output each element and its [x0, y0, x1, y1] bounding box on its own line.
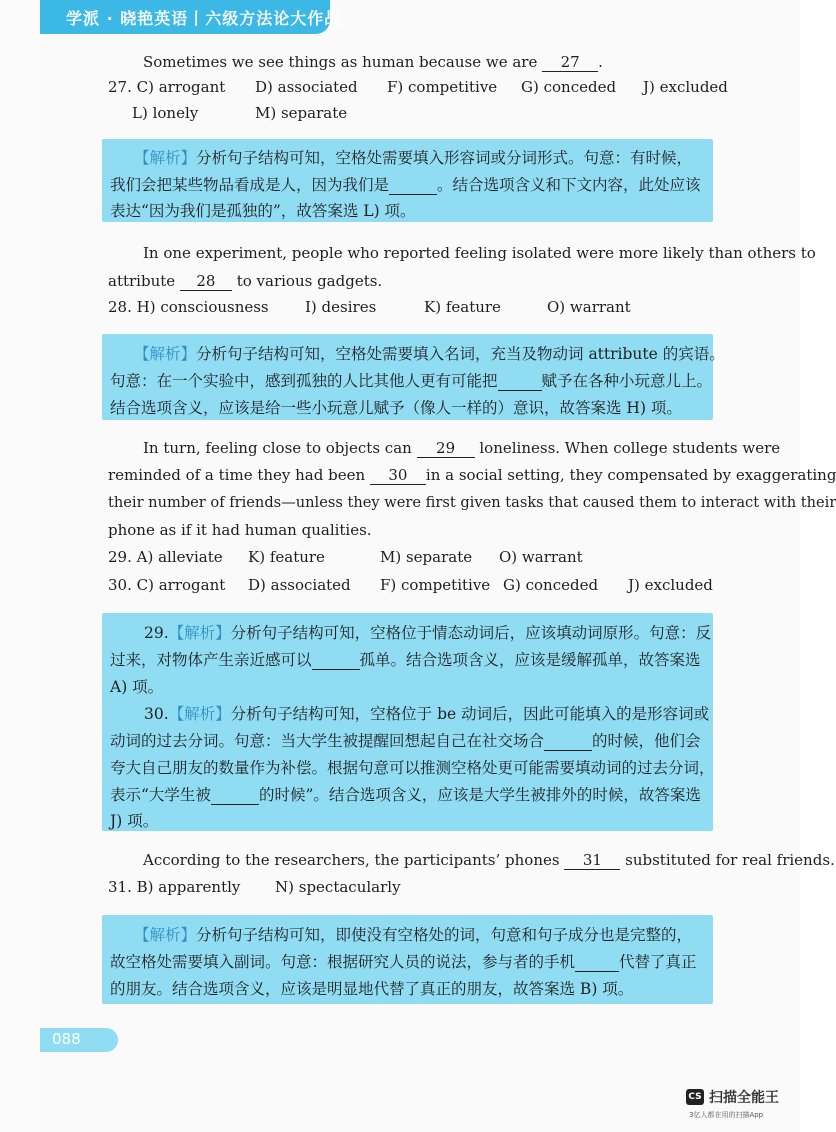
q29-analysis-line	[110, 648, 701, 670]
q28-analysis-text: 分析句子结构可知，空格处需要填入名词，充当及物动词 attribute 的宾语。	[196, 345, 725, 363]
q27-sentence-pre: Sometimes we see things as human because we are	[143, 53, 538, 71]
q28-analysis-line	[110, 369, 712, 391]
analysis-num: 29.	[144, 624, 169, 642]
q27-option: D) associated	[255, 78, 358, 96]
q30-analysis-text: 分析句子结构可知，空格位于 be 动词后，因此可能填入的是形容词或	[230, 705, 710, 723]
page-margin	[0, 0, 40, 1132]
q28-blank: 28	[180, 273, 232, 291]
q30-analysis-line: J) 项。	[110, 812, 159, 830]
answer-blank	[575, 953, 619, 972]
q27-option: 27. C) arrogant	[108, 78, 226, 96]
q28-option: O) warrant	[547, 298, 631, 316]
q30-option: D) associated	[248, 576, 351, 594]
analysis-tag: 【解析】	[134, 926, 197, 944]
q29-line1	[143, 438, 780, 458]
scanner-name: 扫描全能王	[709, 1090, 779, 1106]
q31-analysis-text: 分析句子结构可知，即使没有空格处的词，句意和句子成分也是完整的，	[196, 926, 693, 944]
q31-option: N) spectacularly	[275, 878, 401, 896]
q31-analysis-line	[134, 923, 692, 945]
q29-line1-pre: In turn, feeling close to objects can	[143, 439, 412, 457]
q30-option: F) competitive	[380, 576, 491, 594]
q29-option: K) feature	[248, 548, 325, 566]
q28-analysis-line	[134, 342, 725, 364]
q31-analysis-line	[110, 950, 697, 972]
answer-blank	[544, 732, 592, 751]
q28-option: 28. H) consciousness	[108, 298, 269, 316]
q30-line2-pre: reminded of a time they had been	[108, 466, 366, 484]
q27-option: F) competitive	[387, 78, 498, 96]
q29-analysis-line	[144, 621, 711, 643]
q27-analysis-line: 表达“因为我们是孤独的”，故答案选 L) 项。	[110, 202, 416, 220]
q31-analysis-text: 故空格处需要填入副词。句意：根据研究人员的说法，参与者的手机	[110, 953, 576, 971]
q28-line1: In one experiment, people who reported feeling isolated were more likely than others to	[143, 244, 816, 262]
answer-blank	[389, 176, 437, 195]
q30-option: 30. C) arrogant	[108, 576, 226, 594]
q27-analysis-line	[134, 146, 692, 168]
q27-blank: 27	[542, 54, 598, 72]
q31-sentence-post: substituted for real friends.	[625, 851, 835, 869]
q28-analysis-box	[102, 334, 725, 420]
q27-option: J) excluded	[643, 78, 728, 96]
analysis-tag: 【解析】	[168, 624, 231, 642]
q30-line2-post: in a social setting, they compensated by exaggerating	[425, 466, 836, 484]
q27-analysis-box	[102, 139, 713, 222]
q27-sentence	[143, 52, 603, 72]
page-number: 088	[52, 1030, 81, 1048]
q31-analysis-box	[102, 915, 713, 1004]
q29-blank: 29	[417, 440, 475, 458]
q28-analysis-line: 结合选项含义，应该是给一些小玩意儿赋予（像人一样的）意识，故答案选 H) 项。	[110, 399, 682, 417]
analysis-num: 30.	[144, 705, 169, 723]
q31-option: 31. B) apparently	[108, 878, 241, 896]
q27-analysis-text: 分析句子结构可知，空格处需要填入形容词或分词形式。句意：有时候，	[196, 149, 693, 167]
q27-option: G) conceded	[521, 78, 617, 96]
q30-analysis-text: 表示“大学生被	[110, 786, 211, 804]
q29-analysis-line: A) 项。	[110, 678, 164, 696]
q30-analysis-line	[144, 702, 709, 724]
q30-analysis-text: 的时候，他们会	[592, 732, 701, 750]
q29-analysis-text: 过来，对物体产生亲近感可以	[110, 651, 312, 669]
q27-analysis-line	[110, 173, 701, 195]
q28-line2	[108, 271, 382, 291]
q30-analysis-line	[110, 729, 701, 751]
q29-analysis-text: 孤单。结合选项含义，应该是缓解孤单，故答案选	[359, 651, 701, 669]
q27-analysis-text: 。结合选项含义和下文内容，此处应该	[437, 176, 701, 194]
q27-analysis-text: 我们会把某些物品看成是人，因为我们是	[110, 176, 390, 194]
q29-analysis-text: 分析句子结构可知，空格位于情态动词后，应该填动词原形。句意：反	[230, 624, 712, 642]
q30-analysis-text: 动词的过去分词。句意：当大学生被提醒回想起自己在社交场合	[110, 732, 545, 750]
q30-option: J) excluded	[628, 576, 713, 594]
scanner-logo-icon: CS	[686, 1089, 704, 1105]
q30-line2	[108, 465, 836, 485]
q31-analysis-line: 的朋友。结合选项含义，应该是明显地代替了真正的朋友，故答案选 B) 项。	[110, 980, 634, 998]
q27-option: L) lonely	[132, 104, 199, 122]
scanner-tagline: 3亿人都在用的扫描App	[689, 1111, 764, 1119]
q27-option: M) separate	[255, 104, 348, 122]
q29-option: 29. A) alleviate	[108, 548, 223, 566]
q28-line2-post: to various gadgets.	[236, 272, 383, 290]
q30-analysis-line: 夸大自己朋友的数量作为补偿。根据句意可以推测空格处更可能需要填动词的过去分词，	[110, 759, 715, 777]
q28-analysis-text: 句意：在一个实验中，感到孤独的人比其他人更有可能把	[110, 372, 498, 390]
q27-sentence-post: .	[598, 53, 603, 71]
q31-blank: 31	[564, 852, 620, 870]
answer-blank	[498, 372, 542, 391]
q28-analysis-text: 赋予在各种小玩意儿上。	[541, 372, 713, 390]
q2930-line3: their number of friends—unless they were first given tasks that caused them to interact with their	[108, 494, 836, 511]
q2930-line4: phone as if it had human qualities.	[108, 521, 372, 539]
answer-blank	[312, 651, 360, 670]
q31-sentence-pre: According to the researchers, the participants’ phones	[143, 851, 560, 869]
header-banner	[40, 0, 342, 34]
q29-line1-post: loneliness. When college students were	[479, 439, 781, 457]
q28-option: K) feature	[424, 298, 501, 316]
analysis-tag: 【解析】	[168, 705, 231, 723]
banner-title: 学派 · 晓艳英语丨六级方法论大作战	[66, 9, 342, 28]
q30-option: G) conceded	[503, 576, 599, 594]
analysis-tag: 【解析】	[134, 149, 197, 167]
q29-option: O) warrant	[499, 548, 583, 566]
q30-blank: 30	[370, 467, 426, 485]
answer-blank	[211, 786, 259, 805]
q31-sentence	[143, 850, 835, 870]
q31-analysis-text: 代替了真正	[619, 953, 697, 971]
q29-option: M) separate	[380, 548, 473, 566]
q28-line2-pre: attribute	[108, 272, 176, 290]
q30-analysis-line	[110, 783, 701, 805]
q30-analysis-text: 的时候”。结合选项含义，应该是大学生被排外的时候，故答案选	[258, 786, 701, 804]
q2930-analysis-box	[102, 613, 713, 831]
analysis-tag: 【解析】	[134, 345, 197, 363]
q28-option: I) desires	[305, 298, 377, 316]
